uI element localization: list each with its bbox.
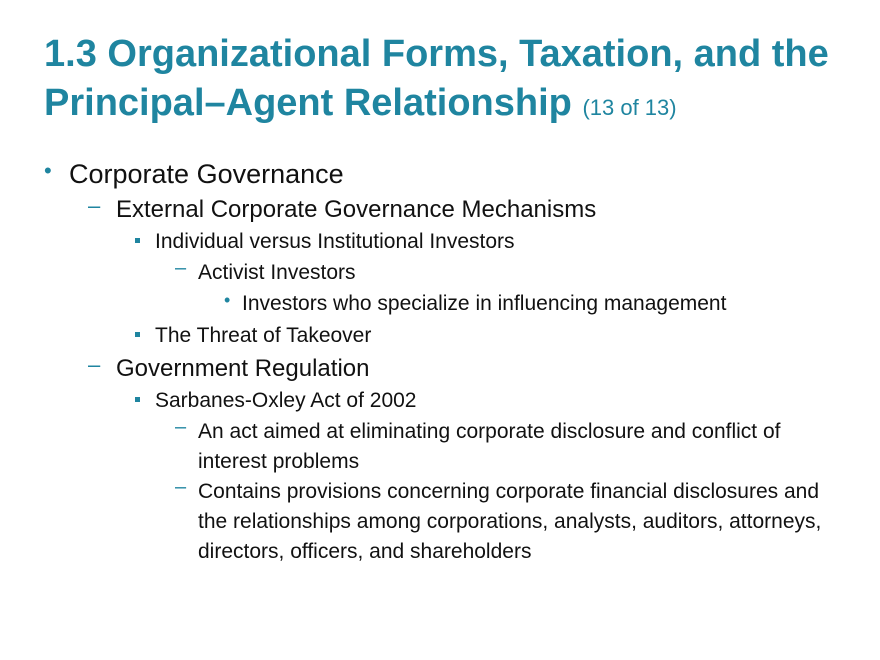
bullet-dot-icon: • [224,290,231,310]
bullet-text: Activist Investors [198,261,356,284]
bullet-text: An act aimed at eliminating corporate disclosure and conflict of interest problems [198,420,781,473]
slide-title-main: 1.3 Organizational Forms, Taxation, and the Principal–Agent Relationship [44,33,829,124]
bullet-text: External Corporate Governance Mechanisms [116,196,597,223]
bullet-text: Contains provisions concerning corporate financial disclosures and the relationships among corporations, analysts, auditors, attorneys, directors, officers, and shareholders [198,480,822,563]
bullet-item [44,352,854,385]
bullet-item [44,226,854,258]
bullet-text: Investors who specialize in influencing management [242,292,727,315]
slide-counter: (13 of 13) [582,95,677,120]
dash-icon: – [88,193,101,218]
dash-icon: – [175,257,187,279]
square-bullet-icon [135,397,140,402]
bullet-item [44,320,854,352]
slide-title [44,30,840,132]
square-bullet-icon [135,332,140,337]
square-bullet-icon [135,238,140,243]
bullet-text: Individual versus Institutional Investors [155,230,515,253]
bullet-item [44,417,854,477]
bullet-dot-icon: • [44,158,52,183]
bullet-outline [44,157,854,567]
bullet-item [44,258,854,288]
bullet-text: Government Regulation [116,355,370,382]
bullet-text: Corporate Governance [69,159,344,189]
bullet-text: The Threat of Takeover [155,324,372,347]
bullet-item [44,193,854,226]
bullet-item [44,477,854,567]
bullet-item [44,157,854,191]
dash-icon: – [175,476,187,498]
bullet-item [44,288,854,320]
bullet-item [44,385,854,417]
bullet-text: Sarbanes-Oxley Act of 2002 [155,389,417,412]
dash-icon: – [88,352,101,377]
dash-icon: – [175,416,187,438]
